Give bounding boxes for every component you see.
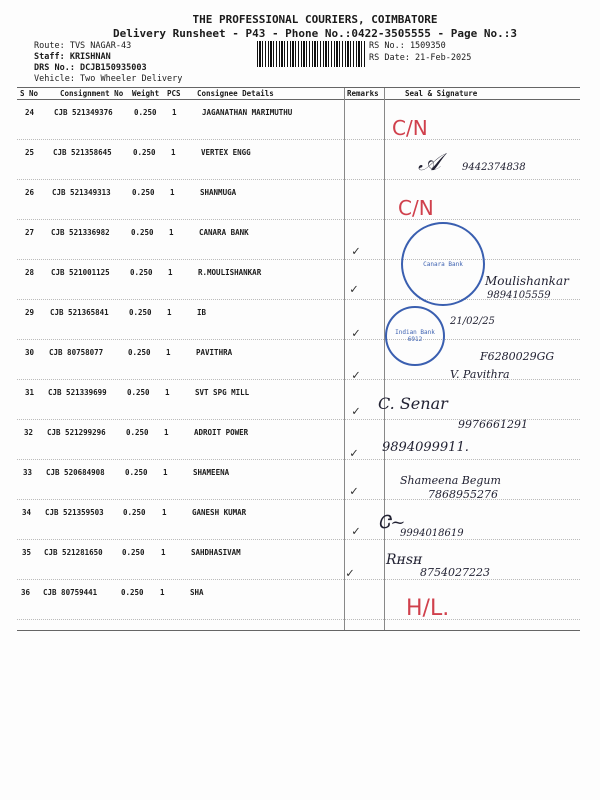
col-header-seal: Seal & Signature bbox=[405, 89, 478, 98]
row-sno: 27 bbox=[25, 228, 35, 237]
table-row bbox=[17, 380, 580, 420]
remark-tick-mark: ✓ bbox=[350, 282, 358, 297]
col-header-sno: S No bbox=[20, 89, 39, 98]
row-consignment: CJB 520684908 bbox=[46, 468, 105, 477]
remark-tick-mark: ✓ bbox=[352, 244, 360, 259]
handwritten-name: Shameena Begum bbox=[400, 474, 501, 487]
row-consignee: ADROIT POWER bbox=[194, 428, 249, 437]
row-consignee: SAHDHASIVAM bbox=[191, 548, 241, 557]
row-pcs: 1 bbox=[167, 308, 172, 317]
remark-tick-mark: ✓ bbox=[352, 404, 360, 419]
row-consignment: CJB 80759441 bbox=[43, 588, 98, 597]
col-header-consignment: Consignment No bbox=[60, 89, 124, 98]
row-consignee: SHAMEENA bbox=[193, 468, 230, 477]
row-consignment: CJB 521001125 bbox=[51, 268, 110, 277]
col-header-weight: Weight bbox=[132, 89, 160, 98]
row-weight: 0.250 bbox=[128, 348, 151, 357]
row-pcs: 1 bbox=[161, 548, 166, 557]
bank-seal-stamp bbox=[385, 306, 445, 366]
row-consignee: SVT SPG MILL bbox=[195, 388, 250, 397]
table-row bbox=[17, 540, 580, 580]
handwritten-phone: 9442374838 bbox=[462, 162, 526, 173]
col-header-consignee: Consignee Details bbox=[197, 89, 274, 98]
row-pcs: 1 bbox=[162, 508, 167, 517]
row-consignee: SHANMUGA bbox=[200, 188, 237, 197]
row-weight: 0.250 bbox=[129, 308, 152, 317]
row-pcs: 1 bbox=[166, 348, 171, 357]
signature-scribble: Rʜsʜ bbox=[386, 552, 423, 568]
signature-scribble: Ꮳ~ bbox=[378, 512, 406, 533]
row-sno: 25 bbox=[25, 148, 35, 157]
row-consignment: CJB 521359503 bbox=[45, 508, 104, 517]
table-row bbox=[17, 140, 580, 180]
row-weight: 0.250 bbox=[131, 228, 154, 237]
row-consignee: PAVITHRA bbox=[196, 348, 233, 357]
handwritten-note: C/N bbox=[398, 196, 434, 220]
row-sno: 35 bbox=[22, 548, 32, 557]
runsheet-subtitle: Delivery Runsheet - P43 - Phone No.:0422-3505555 - Page No.:3 bbox=[113, 27, 517, 40]
handwritten-phone: 7868955276 bbox=[428, 488, 498, 501]
handwritten-id: F6280029GG bbox=[480, 350, 555, 363]
remark-tick-mark: ✓ bbox=[352, 368, 360, 383]
row-consignee: JAGANATHAN MARIMUTHU bbox=[202, 108, 293, 117]
row-sno: 24 bbox=[25, 108, 35, 117]
row-consignee: GANESH KUMAR bbox=[192, 508, 247, 517]
handwritten-phone: 9976661291 bbox=[458, 418, 528, 431]
row-consignee: R.MOULISHANKAR bbox=[198, 268, 262, 277]
runsheet-title: THE PROFESSIONAL COURIERS, COIMBATORE bbox=[192, 13, 438, 26]
row-weight: 0.250 bbox=[132, 188, 155, 197]
row-consignment: CJB 521349313 bbox=[52, 188, 111, 197]
row-weight: 0.250 bbox=[130, 268, 153, 277]
row-pcs: 1 bbox=[170, 188, 175, 197]
handwritten-phone: 9894105559 bbox=[487, 290, 551, 301]
route-label: Route: TVS NAGAR-43 bbox=[34, 41, 132, 51]
remark-tick-mark: ✓ bbox=[346, 566, 354, 581]
row-pcs: 1 bbox=[172, 108, 177, 117]
row-weight: 0.250 bbox=[133, 148, 156, 157]
handwritten-note: C/N bbox=[392, 116, 428, 140]
row-consignment: CJB 521336982 bbox=[51, 228, 110, 237]
table-bottom-border bbox=[17, 630, 580, 631]
handwritten-note: H/L. bbox=[406, 596, 450, 621]
row-sno: 36 bbox=[21, 588, 31, 597]
row-weight: 0.250 bbox=[121, 588, 144, 597]
row-pcs: 1 bbox=[160, 588, 165, 597]
row-consignment: CJB 521299296 bbox=[47, 428, 106, 437]
row-consignee: SHA bbox=[190, 588, 204, 597]
remark-tick-mark: ✓ bbox=[350, 446, 358, 461]
row-sno: 28 bbox=[25, 268, 35, 277]
table-row bbox=[17, 300, 580, 340]
table-row bbox=[17, 220, 580, 260]
row-sno: 26 bbox=[25, 188, 35, 197]
row-pcs: 1 bbox=[171, 148, 176, 157]
handwritten-phone: 8754027223 bbox=[420, 566, 490, 579]
table-row bbox=[17, 100, 580, 140]
row-pcs: 1 bbox=[165, 388, 170, 397]
stamp-text: Canara Bank bbox=[423, 260, 463, 268]
rs-date: RS Date: 21-Feb-2025 bbox=[369, 53, 472, 63]
row-pcs: 1 bbox=[164, 428, 169, 437]
row-consignment: CJB 521339699 bbox=[48, 388, 107, 397]
handwritten-phone: 9894099911. bbox=[382, 440, 469, 455]
handwritten-date: 21/02/25 bbox=[450, 316, 495, 327]
row-pcs: 1 bbox=[168, 268, 173, 277]
handwritten-name: Moulishankar bbox=[485, 274, 569, 288]
rs-number: RS No.: 1509350 bbox=[369, 41, 446, 51]
remark-tick-mark: ✓ bbox=[352, 326, 360, 341]
signature-scribble: C. Senar bbox=[378, 394, 448, 413]
col-header-pcs: PCS bbox=[167, 89, 181, 98]
row-sno: 32 bbox=[24, 428, 34, 437]
signature-scribble: 𝒜 bbox=[418, 148, 441, 176]
row-sno: 29 bbox=[25, 308, 35, 317]
row-sno: 30 bbox=[25, 348, 35, 357]
row-pcs: 1 bbox=[169, 228, 174, 237]
row-weight: 0.250 bbox=[123, 508, 146, 517]
row-weight: 0.250 bbox=[127, 388, 150, 397]
table-row bbox=[17, 180, 580, 220]
remark-tick-mark: ✓ bbox=[352, 524, 360, 539]
staff-label: Staff: KRISHNAN bbox=[34, 52, 111, 62]
row-consignee: CANARA BANK bbox=[199, 228, 249, 237]
bank-seal-stamp bbox=[401, 222, 485, 306]
remark-tick-mark: ✓ bbox=[350, 484, 358, 499]
row-sno: 31 bbox=[25, 388, 35, 397]
stamp-text: Indian Bank 6912 bbox=[395, 329, 435, 343]
row-weight: 0.250 bbox=[125, 468, 148, 477]
row-consignment: CJB 521365841 bbox=[50, 308, 109, 317]
row-consignee: IB bbox=[197, 308, 207, 317]
table-row bbox=[17, 580, 580, 620]
row-weight: 0.250 bbox=[122, 548, 145, 557]
row-weight: 0.250 bbox=[126, 428, 149, 437]
row-pcs: 1 bbox=[163, 468, 168, 477]
col-header-remarks: Remarks bbox=[347, 89, 379, 98]
row-consignment: CJB 521281650 bbox=[44, 548, 103, 557]
table-top-border bbox=[17, 87, 580, 88]
row-consignment: CJB 521358645 bbox=[53, 148, 112, 157]
vehicle-label: Vehicle: Two Wheeler Delivery bbox=[34, 74, 183, 84]
table-row bbox=[17, 500, 580, 540]
row-weight: 0.250 bbox=[134, 108, 157, 117]
drs-label: DRS No.: DCJB150935003 bbox=[34, 63, 147, 73]
row-sno: 34 bbox=[22, 508, 32, 517]
barcode-image bbox=[257, 41, 365, 67]
handwritten-name: V. Pavithra bbox=[450, 368, 510, 381]
handwritten-phone: 9994018619 bbox=[400, 528, 464, 539]
row-sno: 33 bbox=[23, 468, 33, 477]
row-consignment: CJB 80758077 bbox=[49, 348, 104, 357]
row-consignment: CJB 521349376 bbox=[54, 108, 113, 117]
row-consignee: VERTEX ENGG bbox=[201, 148, 251, 157]
